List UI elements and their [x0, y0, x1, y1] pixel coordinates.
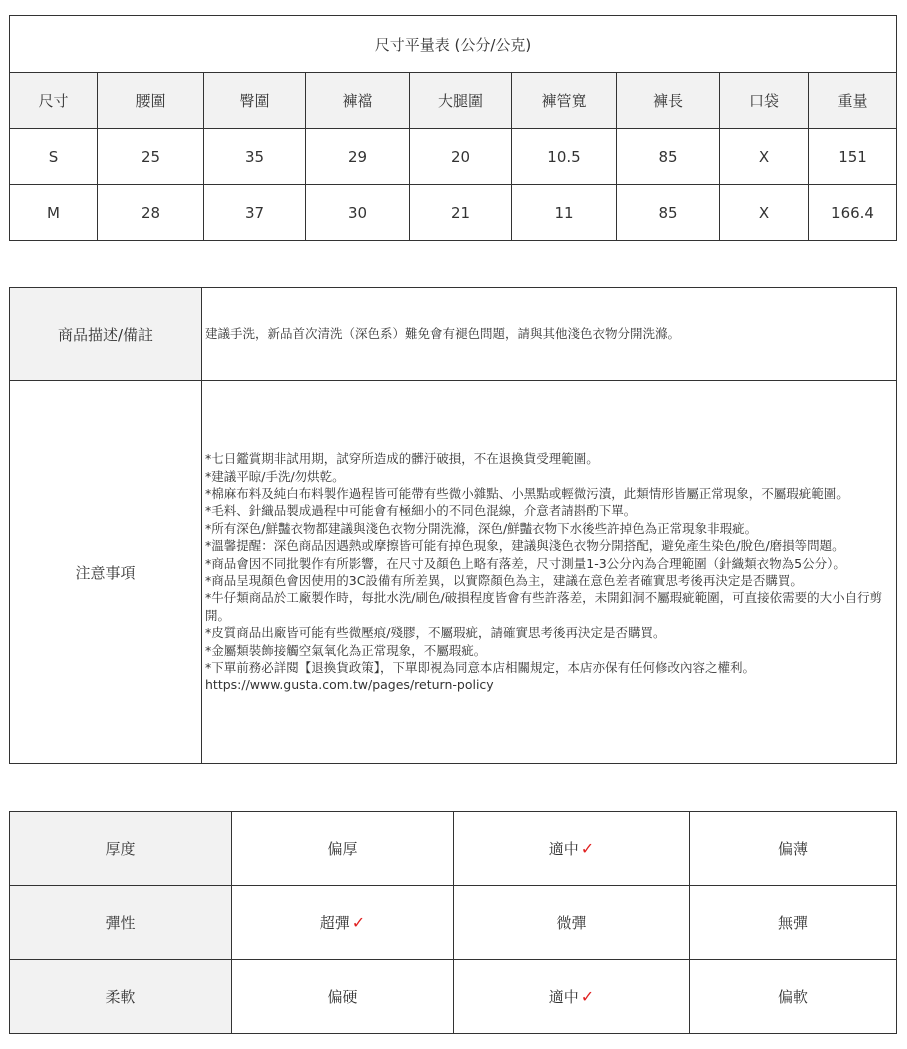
feel-option-text: 適中: [548, 840, 579, 858]
description-label: 商品描述/備註: [10, 288, 202, 381]
size-row-m: [10, 185, 897, 241]
feel-option: [690, 886, 897, 960]
feel-option-text: 偏厚: [327, 840, 358, 858]
size-cell: 11: [512, 185, 617, 241]
size-table: [9, 15, 897, 241]
feel-option: [690, 960, 897, 1034]
size-cell: 28: [98, 185, 204, 241]
size-cell: 85: [617, 129, 720, 185]
feel-row-elasticity: [10, 886, 897, 960]
size-table-header-row: [10, 73, 897, 129]
note-line: *商品呈現顏色會因使用的3C設備有所差異，以實際顏色為主，建議在意色差者確實思考後再決定是否購買。: [205, 573, 803, 588]
size-cell: X: [720, 129, 809, 185]
header-cell: 重量: [809, 73, 897, 129]
feel-option: [232, 812, 454, 886]
size-table-title: 尺寸平量表 (公分/公克): [10, 16, 897, 73]
note-line: *棉麻布料及純白布料製作過程皆可能帶有些微小雜點、小黑點或輕微污漬，此類情形皆屬正常現象，不屬瑕疵範圍。: [205, 485, 849, 501]
notes-row: [10, 381, 897, 764]
feel-label: 厚度: [10, 812, 232, 886]
size-cell: 166.4: [809, 185, 897, 241]
size-cell: 37: [204, 185, 306, 241]
feel-option-text: 超彈: [319, 914, 350, 932]
note-line: *金屬類裝飾接觸空氣氧化為正常現象，不屬瑕疵。: [205, 642, 487, 658]
description-text: 建議手洗，新品首次清洗（深色系）難免會有褪色問題，請與其他淺色衣物分開洗滌。: [202, 288, 897, 381]
header-cell: 尺寸: [10, 73, 98, 129]
size-cell: 35: [204, 129, 306, 185]
feel-option-text: 偏硬: [327, 988, 358, 1006]
return-policy-link: https://www.gusta.com.tw/pages/return-policy: [205, 677, 494, 693]
header-cell: 腰圍: [98, 73, 204, 129]
check-icon: ✓: [580, 839, 595, 858]
feel-option-text: 偏軟: [777, 988, 808, 1006]
size-cell: 20: [410, 129, 512, 185]
size-cell: 85: [617, 185, 720, 241]
note-line: *溫馨提醒：深色商品因遇熱或摩擦皆可能有掉色現象，建議與淺色衣物分開搭配，避免產生染色/脫色/磨損等問題。: [205, 538, 845, 554]
note-line: *下單前務必詳閱【退換貨政策】，下單即視為同意本店相關規定，本店亦保有任何修改內容之權利。: [205, 660, 756, 676]
notes-text: [202, 381, 897, 764]
feel-option-text: 適中: [548, 988, 579, 1006]
info-table: [9, 287, 897, 764]
size-row-s: [10, 129, 897, 185]
feel-option: [454, 886, 690, 960]
feel-option: [232, 960, 454, 1034]
note-line: *皮質商品出廠皆可能有些微壓痕/殘膠，不屬瑕疵，請確實思考後再決定是否購買。: [205, 625, 666, 641]
size-cell: 29: [306, 129, 410, 185]
header-cell: 口袋: [720, 73, 809, 129]
header-cell: 褲長: [617, 73, 720, 129]
note-line: *牛仔類商品於工廠製作時，每批水洗/刷色/破損程度皆會有些許落差，未開釦洞不屬瑕疵範圍，可直接依需要的大小自行剪開。: [205, 590, 883, 623]
feel-option-text: 偏薄: [777, 840, 808, 858]
header-cell: 大腿圍: [410, 73, 512, 129]
note-line: *所有深色/鮮豔衣物都建議與淺色衣物分開洗滌，深色/鮮豔衣物下水後些許掉色為正常現象非瑕疵。: [205, 520, 758, 536]
size-cell: 30: [306, 185, 410, 241]
feel-option: [232, 886, 454, 960]
feel-label: 彈性: [10, 886, 232, 960]
size-cell: M: [10, 185, 98, 241]
feel-label: 柔軟: [10, 960, 232, 1034]
header-cell: 褲襠: [306, 73, 410, 129]
size-cell: X: [720, 185, 809, 241]
feel-option: [454, 960, 690, 1034]
feel-option: [454, 812, 690, 886]
size-cell: 25: [98, 129, 204, 185]
note-line: *七日鑑賞期非試用期，試穿所造成的髒汙破損，不在退換貨受理範圍。: [205, 451, 599, 467]
note-line: *建議平晾/手洗/勿烘乾。: [205, 468, 345, 484]
notes-label: 注意事項: [10, 381, 202, 764]
check-icon: ✓: [580, 987, 595, 1006]
size-cell: S: [10, 129, 98, 185]
note-line: *毛料、針織品製成過程中可能會有極細小的不同色混線，介意者請斟酌下單。: [205, 503, 637, 519]
feel-table: [9, 811, 897, 1034]
size-cell: 21: [410, 185, 512, 241]
size-cell: 151: [809, 129, 897, 185]
description-row: [10, 288, 897, 381]
size-cell: 10.5: [512, 129, 617, 185]
feel-row-thickness: [10, 812, 897, 886]
note-line: *商品會因不同批製作有所影響，在尺寸及顏色上略有落差，尺寸測量1-3公分內為合理範圍（針織類衣物為5公分）。: [205, 555, 846, 571]
feel-row-softness: [10, 960, 897, 1034]
feel-option-text: 微彈: [556, 914, 587, 932]
feel-option-text: 無彈: [777, 914, 808, 932]
header-cell: 褲管寬: [512, 73, 617, 129]
check-icon: ✓: [351, 913, 366, 932]
header-cell: 臀圍: [204, 73, 306, 129]
feel-option: [690, 812, 897, 886]
